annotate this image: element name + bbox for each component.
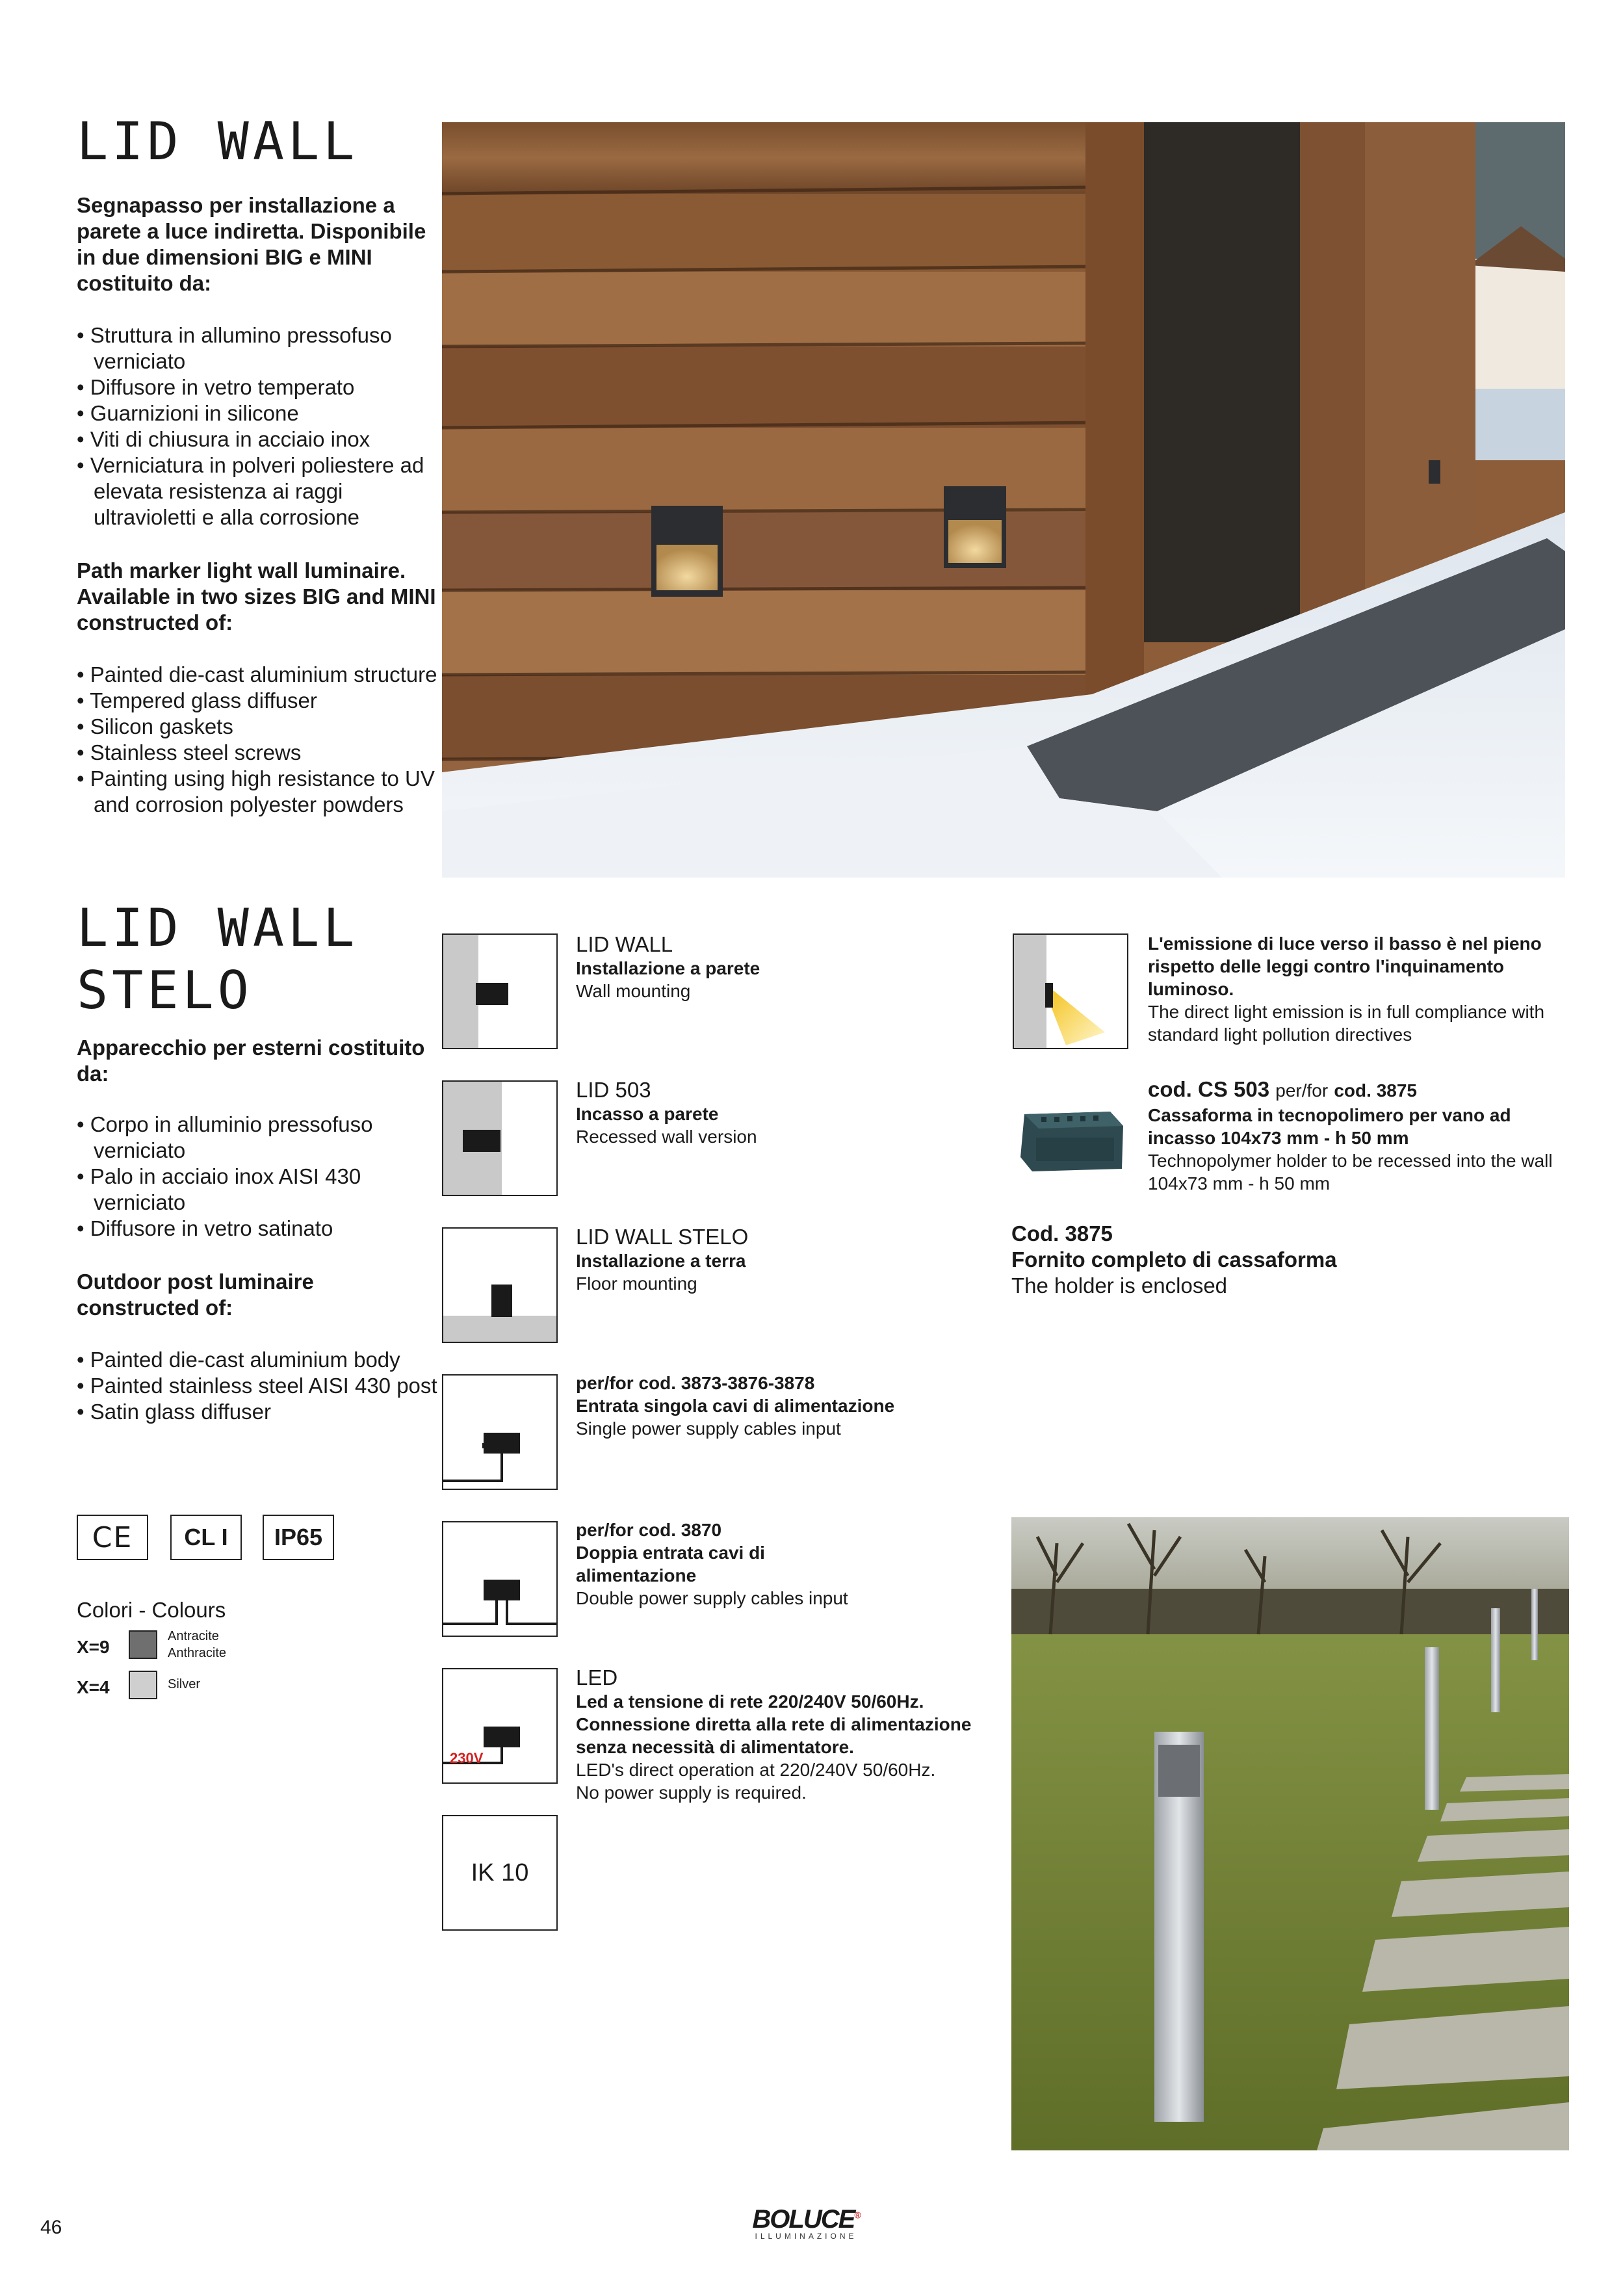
color-swatch-silver <box>129 1671 157 1699</box>
ce-mark: CE <box>77 1515 148 1560</box>
color-code: X=4 <box>77 1677 110 1697</box>
color-name: Silver <box>168 1677 201 1691</box>
stelo-features-english <box>77 1347 441 1425</box>
list-item: • Diffusore in vetro temperato <box>77 374 441 400</box>
page-number: 46 <box>40 2217 62 2238</box>
stelo-intro-english: Outdoor post luminaire constructed of: <box>77 1270 314 1320</box>
list-item: • Palo in acciaio inox AISI 430 verniciato <box>77 1164 441 1216</box>
intro-italian: Segnapasso per installazione a parete a luce indiretta. Disponibile in due dimensioni BIG e MINI costituito da: <box>77 193 426 295</box>
list-item: • Stainless steel screws <box>77 740 441 766</box>
page-title: LID WALL <box>77 111 359 172</box>
spec-double-cable: per/for cod. 3870 Doppia entrata cavi di alimentazione Double power supply cables input <box>576 1520 848 1608</box>
downlight-emission-icon <box>1013 933 1128 1049</box>
holder-note: cod. CS 503 per/for cod. 3875 Cassaforma in tecnopolimero per vano ad incasso 104x73 mm - h 50 mm Technopolymer holder to be recessed into the wall 104x73 mm - h 50 mm <box>1148 1077 1553 1194</box>
light-emission-note: L'emissione di luce verso il basso è nel pieno rispetto delle leggi contro l'inquinamento luminoso. The direct light emission is in full compliance with standard light pollution directives <box>1148 933 1545 1045</box>
list-item: • Satin glass diffuser <box>77 1399 441 1425</box>
section-title-line-1: LID WALL <box>77 898 359 958</box>
spec-wall-mounting: LID WALL Installazione a parete Wall mounting <box>576 932 760 1001</box>
ip-rating-badge: IP65 <box>263 1515 334 1560</box>
class-badge: CL I <box>170 1515 242 1560</box>
voltage-badge: 230V <box>450 1750 484 1766</box>
led-230v-icon <box>442 1668 558 1784</box>
intro-english: Path marker light wall luminaire. Available in two sizes BIG and MINI constructed of: <box>77 558 436 634</box>
list-item: • Verniciatura in polveri poliestere ad elevata resistenza ai raggi ultravioletti e alla corrosione <box>77 452 441 530</box>
holder-enclosed-note: Cod. 3875 Fornito completo di cassaforma The holder is enclosed <box>1011 1221 1337 1298</box>
colors-heading: Colori - Colours <box>77 1598 226 1622</box>
brand-name: BOLUCE® <box>752 2205 860 2234</box>
color-name: Antracite Anthracite <box>168 1629 227 1660</box>
list-item: • Viti di chiusura in acciaio inox <box>77 426 441 452</box>
double-cable-icon <box>442 1521 558 1637</box>
features-italian <box>77 322 441 530</box>
list-item: • Tempered glass diffuser <box>77 688 441 714</box>
spec-recessed: LID 503 Incasso a parete Recessed wall version <box>576 1078 757 1147</box>
ik10-icon: IK 10 <box>442 1815 558 1931</box>
spec-led: LED Led a tensione di rete 220/240V 50/60Hz. Connessione diretta alla rete di alimentazione senza necessità di alimentatore. LED's direct operation at 220/240V 50/60Hz. No power supply is required. <box>576 1665 972 1803</box>
stelo-features-italian <box>77 1112 441 1242</box>
stelo-intro-italian: Apparecchio per esterni costituito da: <box>77 1036 425 1086</box>
list-item: • Painting using high resistance to UV and corrosion polyester powders <box>77 766 441 818</box>
section-title-line-2: STELO <box>77 960 253 1021</box>
wall-light-photo <box>442 122 1565 878</box>
section-title <box>77 897 358 1022</box>
garden-bollard-photo <box>1011 1517 1569 2150</box>
brand-logo <box>747 2205 864 2241</box>
color-code: X=9 <box>77 1637 110 1657</box>
list-item: • Painted die-cast aluminium body <box>77 1347 441 1373</box>
wall-mounting-icon <box>442 933 558 1049</box>
list-item: • Corpo in alluminio pressofuso verniciato <box>77 1112 441 1164</box>
list-item: • Silicon gaskets <box>77 714 441 740</box>
brand-subtitle: ILLUMINAZIONE <box>755 2232 857 2241</box>
spec-floor-mounting: LID WALL STELO Installazione a terra Floor mounting <box>576 1225 749 1294</box>
list-item: • Diffusore in vetro satinato <box>77 1216 441 1242</box>
floor-mounting-icon <box>442 1227 558 1343</box>
spec-single-cable: per/for cod. 3873-3876-3878 Entrata singola cavi di alimentazione Single power supply cables input <box>576 1373 895 1439</box>
list-item: • Guarnizioni in silicone <box>77 400 441 426</box>
recessed-wall-icon <box>442 1080 558 1196</box>
features-english <box>77 662 441 818</box>
list-item: • Painted die-cast aluminium structure <box>77 662 441 688</box>
list-item: • Struttura in allumino pressofuso verniciato <box>77 322 441 374</box>
list-item: • Painted stainless steel AISI 430 post <box>77 1373 441 1399</box>
holder-product-image <box>1013 1080 1128 1196</box>
color-swatch-anthracite <box>129 1630 157 1659</box>
single-cable-icon <box>442 1374 558 1490</box>
